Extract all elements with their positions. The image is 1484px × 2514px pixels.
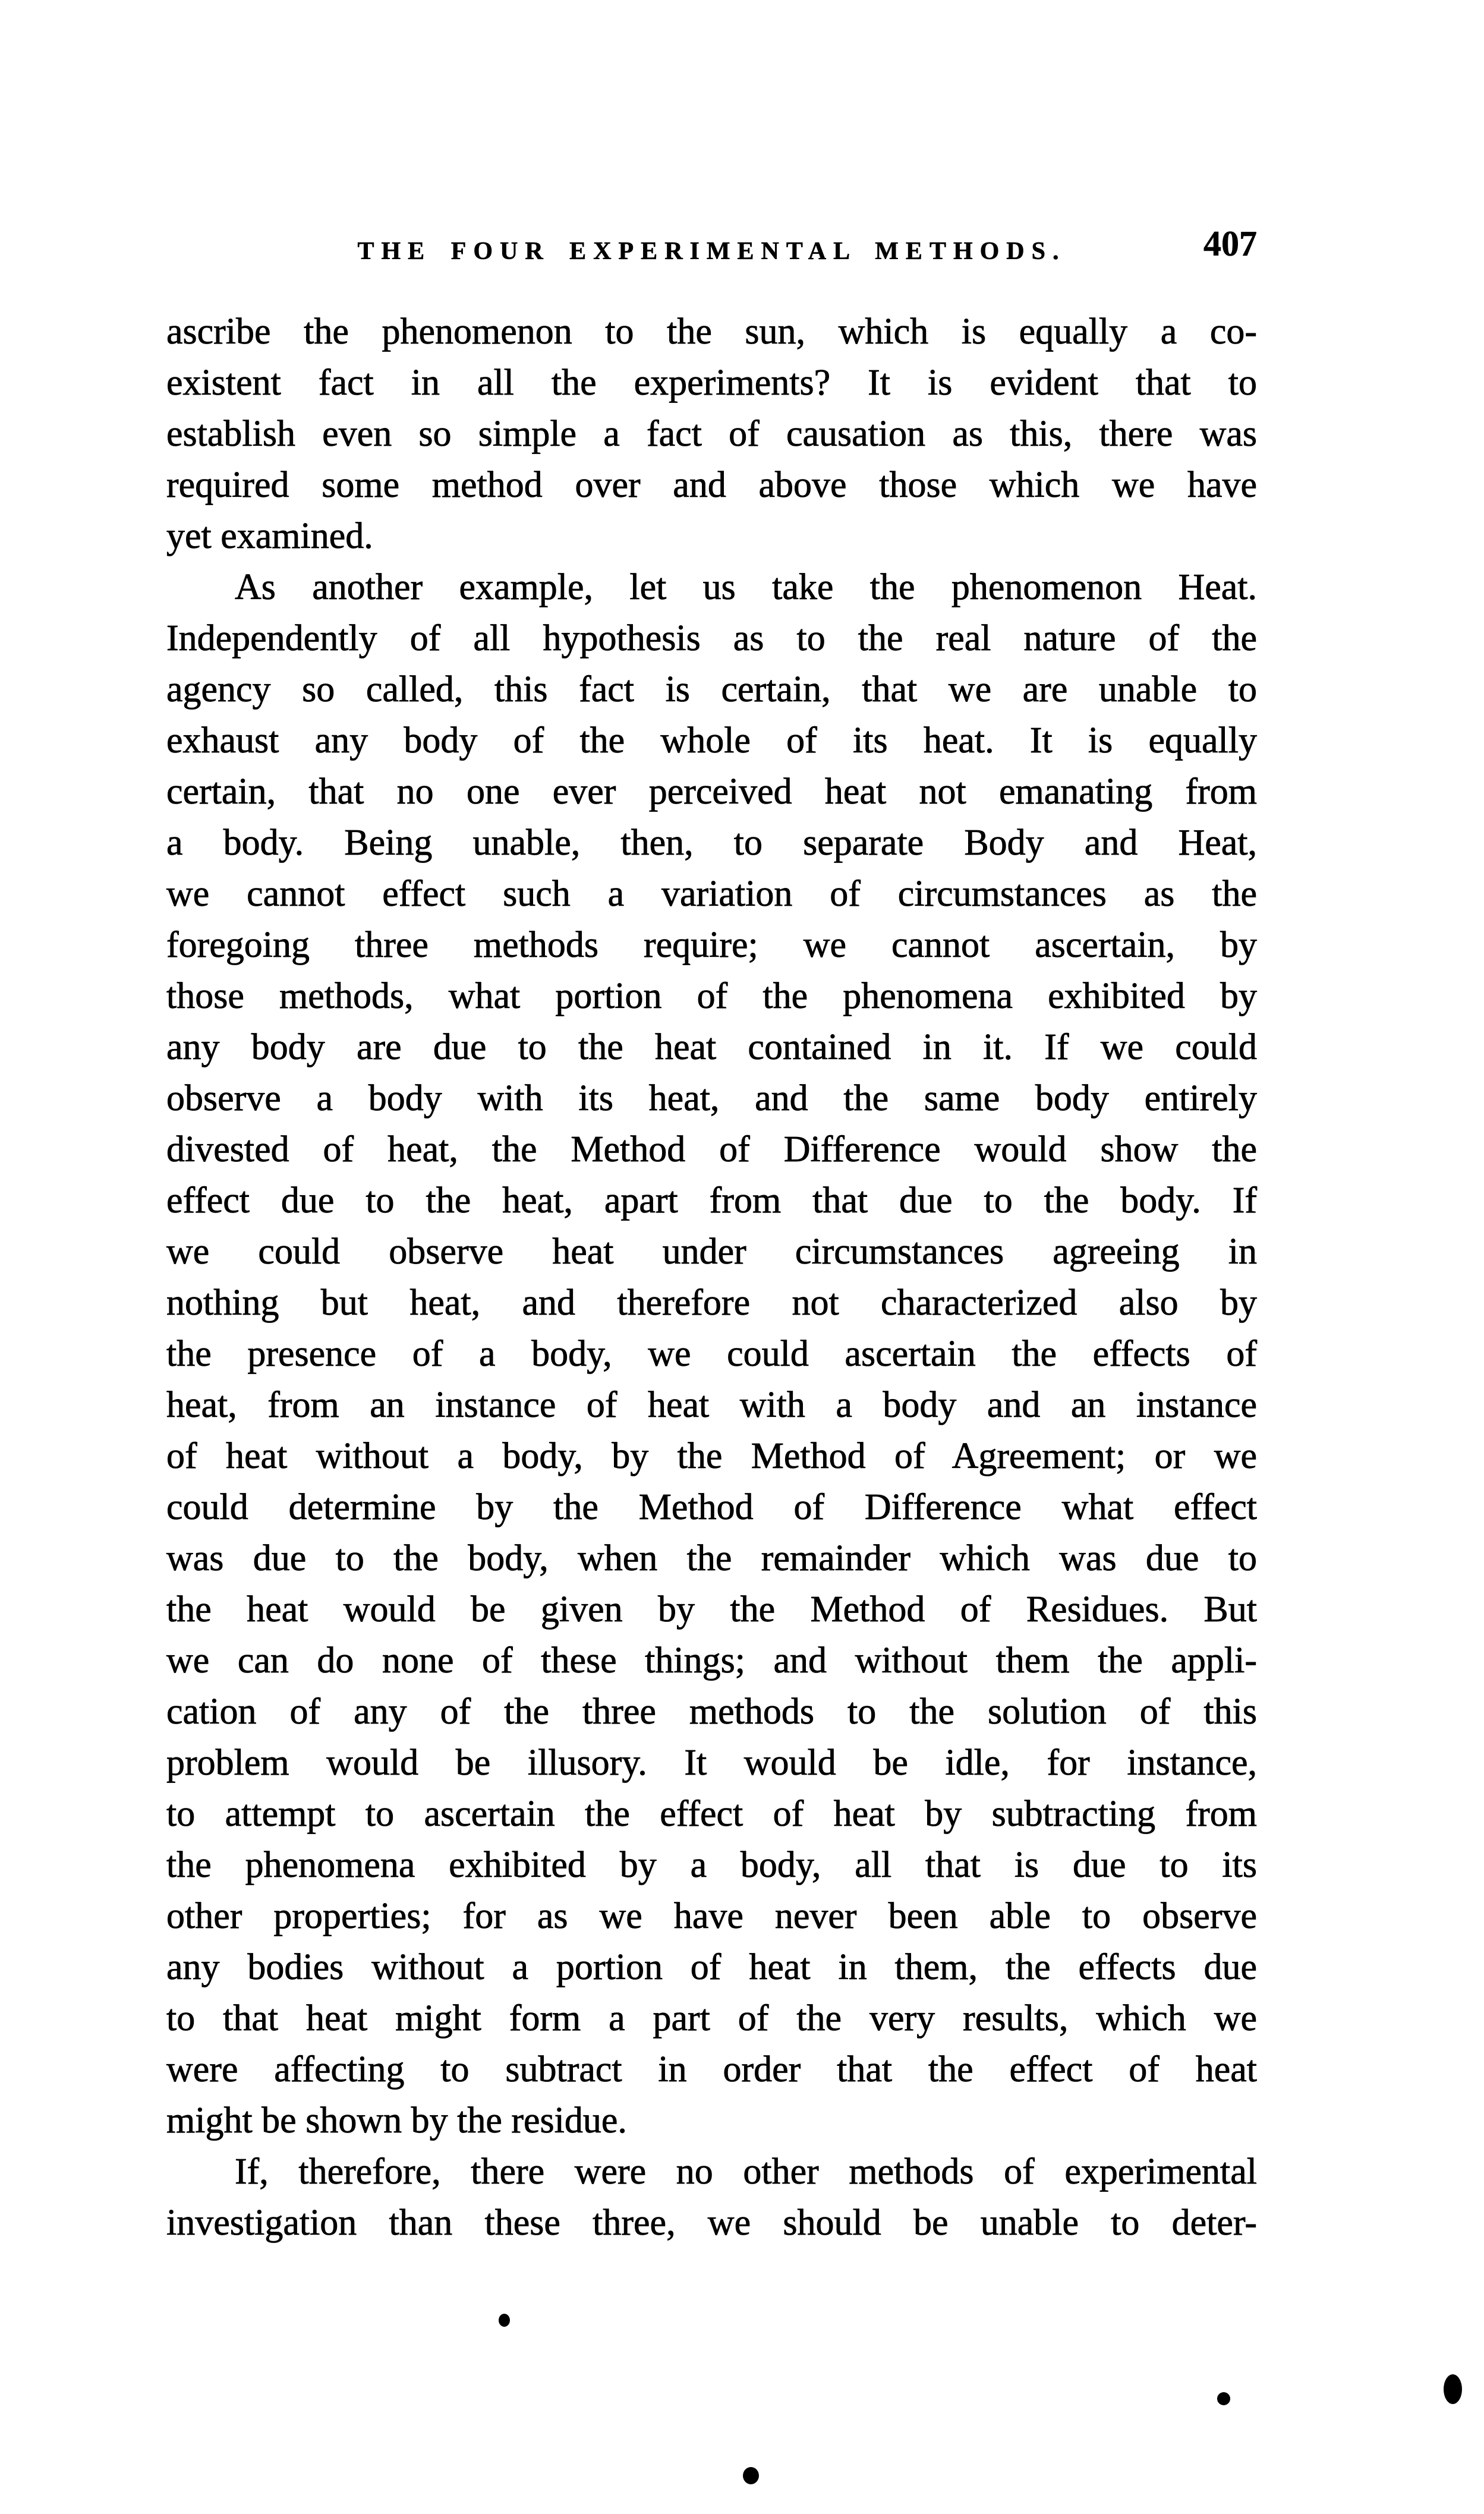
text-line: the presence of a body, we could ascertain the effects of <box>166 1334 1257 1374</box>
text-block <box>166 306 1257 2248</box>
text-line: to attempt to ascertain the effect of heat by subtracting from <box>166 1794 1257 1834</box>
text-line: a body. Being unable, then, to separate Body and Heat, <box>166 823 1257 863</box>
text-line: the phenomena exhibited by a body, all that is due to its <box>166 1845 1257 1885</box>
text-line: any bodies without a portion of heat in them, the effects due <box>166 1947 1257 1987</box>
text-line: were affecting to subtract in order that the effect of heat <box>166 2049 1257 2090</box>
ink-speck <box>1217 2392 1230 2405</box>
text-line: we cannot effect such a variation of circumstances as the <box>166 874 1257 914</box>
text-line: yet examined. <box>166 516 373 556</box>
text-line: As another example, let us take the phenomenon Heat. <box>235 567 1257 607</box>
ink-speck <box>743 2467 759 2484</box>
text-line: of heat without a body, by the Method of Agreement; or we <box>166 1436 1257 1476</box>
text-line: nothing but heat, and therefore not characterized also by <box>166 1283 1257 1323</box>
text-line: exhaust any body of the whole of its heat. It is equally <box>166 720 1257 761</box>
text-line: those methods, what portion of the phenomena exhibited by <box>166 976 1257 1016</box>
ink-speck <box>1444 2374 1462 2404</box>
text-line: existent fact in all the experiments? It is evident that to <box>166 363 1257 403</box>
text-line: observe a body with its heat, and the same body entirely <box>166 1078 1257 1119</box>
text-line: divested of heat, the Method of Difference would show the <box>166 1129 1257 1170</box>
text-line: If, therefore, there were no other methods of experimental <box>235 2151 1257 2192</box>
text-line: ascribe the phenomenon to the sun, which is equally a co- <box>166 311 1257 352</box>
text-line: foregoing three methods require; we cannot ascertain, by <box>166 925 1257 965</box>
text-line: heat, from an instance of heat with a body and an instance <box>166 1385 1257 1425</box>
text-line: other properties; for as we have never been able to observe <box>166 1896 1257 1936</box>
ink-speck <box>499 2314 510 2327</box>
page-number: 407 <box>1203 224 1257 263</box>
text-line: any body are due to the heat contained in it. If we could <box>166 1027 1257 1067</box>
text-line: to that heat might form a part of the very results, which we <box>166 1998 1257 2039</box>
text-line: certain, that no one ever perceived heat not emanating from <box>166 771 1257 812</box>
text-line: could determine by the Method of Difference what effect <box>166 1487 1257 1527</box>
text-line: might be shown by the residue. <box>166 2100 627 2141</box>
text-line: the heat would be given by the Method of Residues. But <box>166 1589 1257 1630</box>
page-header-title: THE FOUR EXPERIMENTAL METHODS. <box>357 238 1066 265</box>
text-line: was due to the body, when the remainder which was due to <box>166 1538 1257 1579</box>
text-line: we could observe heat under circumstances agreeing in <box>166 1231 1257 1272</box>
text-line: effect due to the heat, apart from that due to the body. If <box>166 1180 1257 1221</box>
text-line: Independently of all hypothesis as to the real nature of the <box>166 618 1257 659</box>
text-line: we can do none of these things; and without them the appli- <box>166 1640 1257 1681</box>
text-line: required some method over and above those which we have <box>166 465 1257 505</box>
text-line: problem would be illusory. It would be idle, for instance, <box>166 1743 1257 1783</box>
text-line: agency so called, this fact is certain, that we are unable to <box>166 669 1257 710</box>
text-line: cation of any of the three methods to the solution of this <box>166 1691 1257 1732</box>
text-line: investigation than these three, we should be unable to deter- <box>166 2203 1257 2243</box>
text-line: establish even so simple a fact of causation as this, there was <box>166 414 1257 454</box>
running-head <box>166 224 1257 275</box>
